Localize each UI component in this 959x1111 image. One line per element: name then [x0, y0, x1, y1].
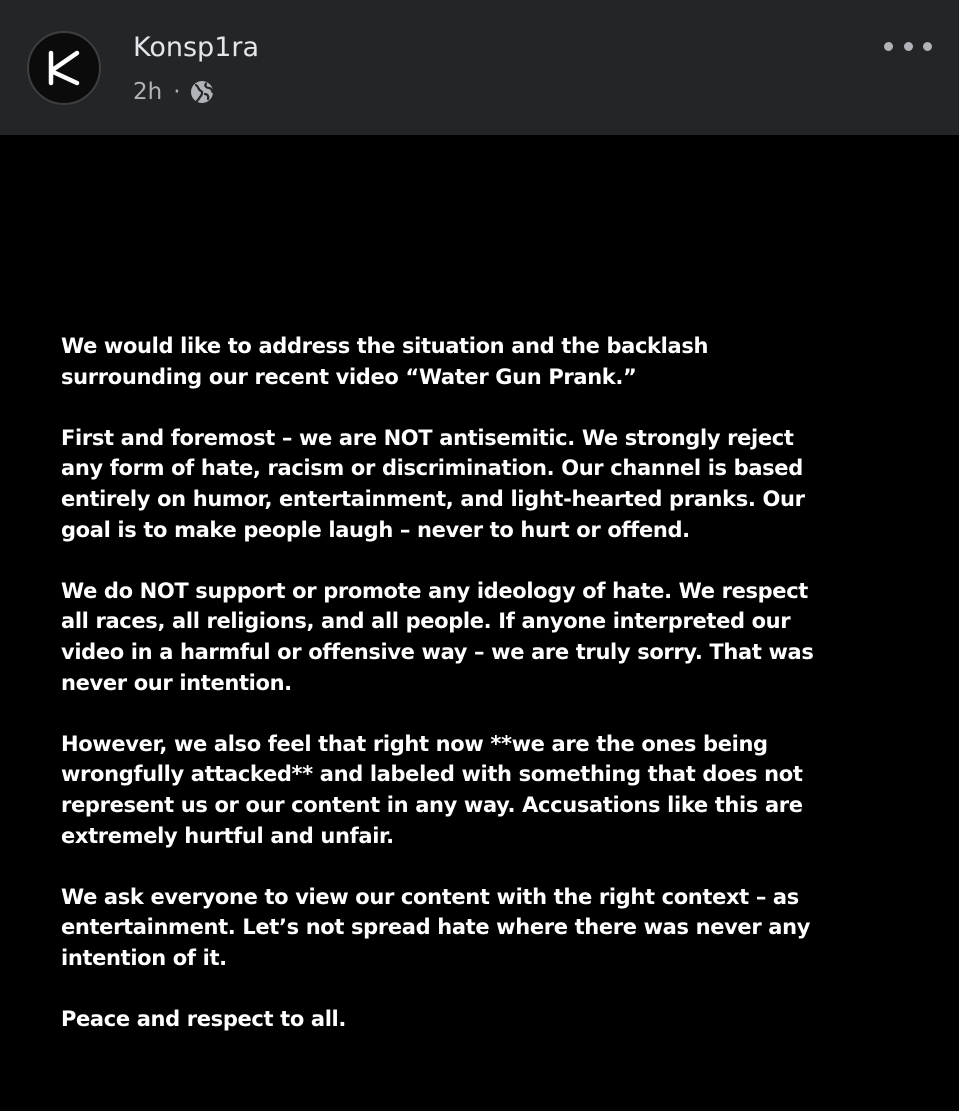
post-line: intention of it.: [61, 945, 227, 970]
post-line: extremely hurtful and unfair.: [61, 823, 394, 848]
author-name[interactable]: Konsp1ra: [133, 32, 260, 63]
post-line: represent us or our content in any way. Accusations like this are: [61, 792, 803, 817]
post-line: entertainment. Let’s not spread hate where there was never any: [61, 915, 811, 940]
post-paragraph: [61, 423, 921, 545]
post-meta: [133, 76, 214, 108]
post-paragraph: [61, 1004, 921, 1035]
more-dot-icon: [884, 42, 893, 51]
post-line: video in a harmful or offensive way – we are truly sorry. That was: [61, 639, 814, 664]
post-line: never our intention.: [61, 670, 292, 695]
more-dot-icon: [904, 42, 913, 51]
post-line: surrounding our recent video “Water Gun Prank.”: [61, 364, 637, 389]
meta-separator: ·: [173, 79, 181, 105]
post-line: We would like to address the situation and the backlash: [61, 334, 709, 358]
post-line: First and foremost – we are NOT antisemitic. We strongly reject: [61, 425, 794, 450]
post-header: [0, 0, 959, 135]
post-paragraph: [61, 729, 921, 851]
post-line: goal is to make people laugh – never to hurt or offend.: [61, 517, 690, 542]
post-line: However, we also feel that right now **we are the ones being: [61, 731, 768, 756]
post-body: [61, 331, 921, 1035]
post-timestamp[interactable]: 2h: [133, 79, 163, 105]
post-line: entirely on humor, entertainment, and light-hearted pranks. Our: [61, 486, 805, 511]
more-dot-icon: [923, 42, 932, 51]
more-options-button[interactable]: [884, 34, 932, 58]
post-paragraph: [61, 882, 921, 974]
k-logo-icon: [29, 33, 99, 103]
post-line: any form of hate, racism or discrimination. Our channel is based: [61, 456, 803, 481]
post-line: Peace and respect to all.: [61, 1007, 347, 1032]
post-line: all races, all religions, and all people. If anyone interpreted our: [61, 609, 791, 634]
avatar[interactable]: [27, 31, 101, 105]
post-line: We do NOT support or promote any ideology of hate. We respect: [61, 578, 808, 603]
post-paragraph: [61, 576, 921, 698]
post-paragraph: [61, 331, 921, 392]
globe-icon[interactable]: [190, 80, 214, 104]
post-line: We ask everyone to view our content with the right context – as: [61, 884, 799, 909]
post-line: wrongfully attacked** and labeled with something that does not: [61, 762, 803, 787]
